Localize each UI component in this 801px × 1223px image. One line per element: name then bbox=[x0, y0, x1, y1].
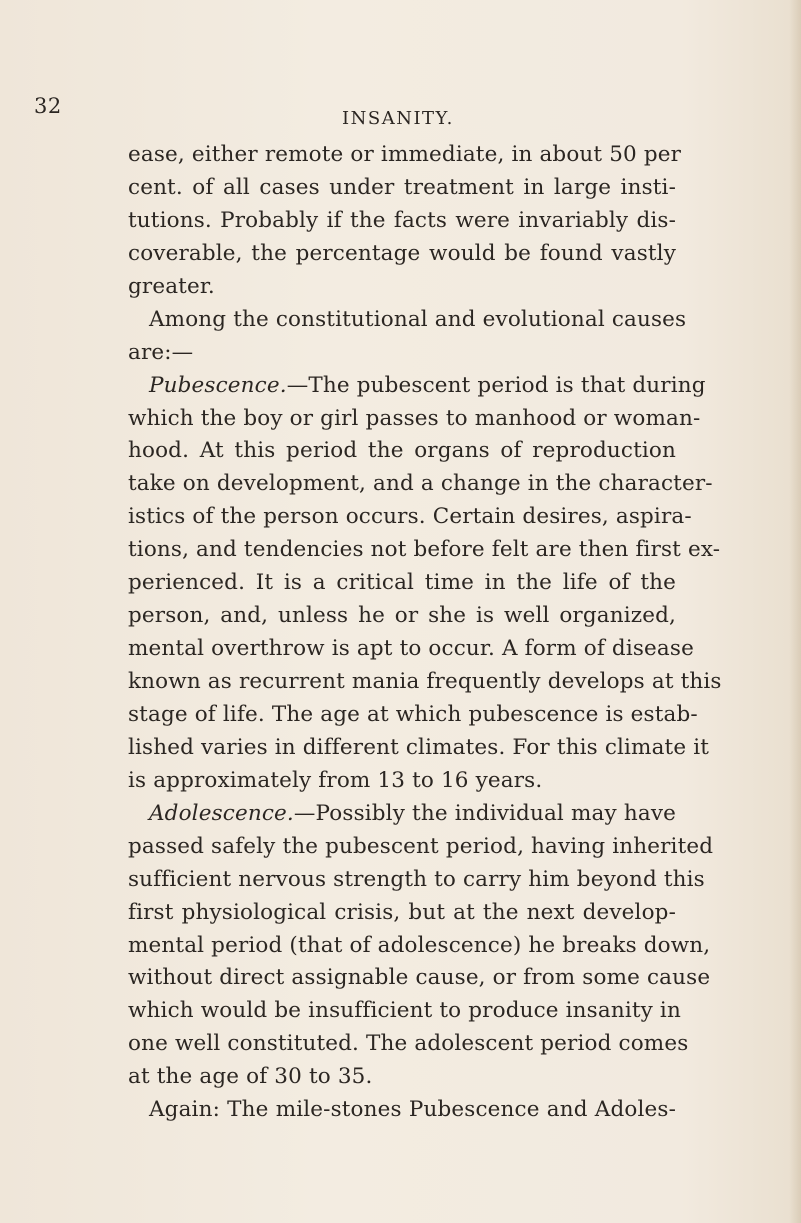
text-line: sufficient nervous strength to carry him beyond this bbox=[128, 866, 705, 892]
section-heading-line: Adolescence.—Possibly the individual may have bbox=[149, 800, 676, 826]
text-line: passed safely the pubescent period, having inherited bbox=[128, 833, 714, 859]
text-line: one well constituted. The adolescent period comes bbox=[128, 1031, 689, 1057]
text-line: perienced. It is a critical time in the life of the bbox=[128, 570, 676, 596]
section-heading-pubescence: Pubescence. bbox=[149, 372, 287, 398]
section-heading-adolescence: Adolescence. bbox=[149, 800, 294, 826]
text-line: which the boy or girl passes to manhood or woman- bbox=[128, 405, 701, 431]
text-line: greater. bbox=[128, 273, 215, 299]
text-line: without direct assignable cause, or from some cause bbox=[128, 965, 711, 991]
text-line: are:— bbox=[128, 339, 194, 365]
section-heading-line: Pubescence.—The pubescent period is that during bbox=[149, 372, 706, 398]
text-line: known as recurrent mania frequently develops at this bbox=[128, 669, 722, 694]
text-line: tutions. Probably if the facts were invariably dis- bbox=[128, 207, 676, 233]
text-line: at the age of 30 to 35. bbox=[128, 1064, 373, 1090]
text-line: first physiological crisis, but at the next develop- bbox=[128, 899, 676, 925]
body-text bbox=[128, 139, 788, 1127]
text-line: cent. of all cases under treatment in large insti- bbox=[128, 174, 676, 200]
text-line: person, and, unless he or she is well organized, bbox=[128, 603, 676, 629]
text-line: hood. At this period the organs of reproduction bbox=[128, 438, 676, 464]
text-line: mental overthrow is apt to occur. A form of disease bbox=[128, 636, 694, 662]
text-line: tions, and tendencies not before felt are then first ex- bbox=[128, 537, 721, 563]
text-line: lished varies in different climates. For this climate it bbox=[128, 734, 710, 760]
text-line: mental period (that of adolescence) he breaks down, bbox=[128, 932, 711, 958]
text-line: Again: The mile-stones Pubescence and Adoles- bbox=[149, 1097, 676, 1123]
text-line: take on development, and a change in the character- bbox=[128, 471, 713, 497]
text-line: Among the constitutional and evolutional causes bbox=[149, 306, 687, 332]
text-line: coverable, the percentage would be found vastly bbox=[128, 240, 676, 266]
text-line: which would be insufficient to produce insanity in bbox=[128, 998, 681, 1024]
running-head: INSANITY. bbox=[342, 108, 454, 129]
page-number: 32 bbox=[34, 94, 62, 118]
text-line: is approximately from 13 to 16 years. bbox=[128, 767, 543, 793]
text-line: ease, either remote or immediate, in about 50 per bbox=[128, 142, 682, 167]
page-edge-shadow bbox=[789, 0, 801, 1223]
text-line: istics of the person occurs. Certain desires, aspira- bbox=[128, 504, 692, 530]
text-line: stage of life. The age at which pubescence is estab- bbox=[128, 701, 698, 727]
